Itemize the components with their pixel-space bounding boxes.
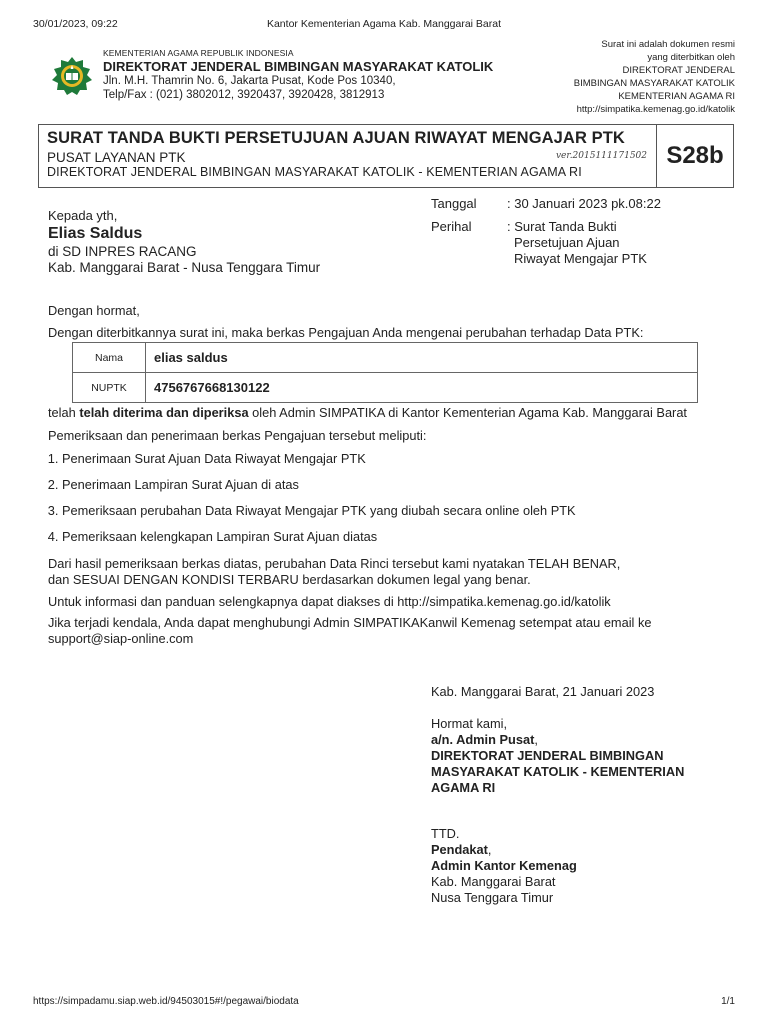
print-url: https://simpadamu.siap.web.id/94503015#!/pegawai/biodata	[33, 996, 299, 1007]
print-footer	[33, 996, 735, 1010]
ministry-name: KEMENTERIAN AGAMA REPUBLIK INDONESIA	[103, 48, 294, 58]
org-phone: Telp/Fax : (021) 3802012, 3920437, 3920428, 3812913	[103, 89, 385, 101]
list-item: 4. Pemeriksaan kelengkapan Lampiran Surat Ajuan diatas	[62, 529, 726, 545]
salutation: Dengan hormat,	[48, 303, 140, 318]
steps-list	[36, 451, 726, 555]
contact-email: support@siap-online.com	[48, 631, 194, 646]
result-line: dan SESUAI DENGAN KONDISI TERBARU berdasarkan dokumen legal yang benar.	[48, 572, 531, 587]
contact-paragraph	[48, 615, 738, 647]
signer-region: Kab. Manggarai Barat	[431, 874, 556, 889]
document-directorate: DIREKTORAT JENDERAL BIMBINGAN MASYARAKAT KATOLIK - KEMENTERIAN AGAMA RI	[47, 165, 582, 179]
print-title: Kantor Kementerian Agama Kab. Manggarai Barat	[266, 18, 502, 30]
directorate-line: MASYARAKAT KATOLIK - KEMENTERIAN	[431, 764, 685, 779]
received-suffix: oleh Admin SIMPATIKA di Kantor Kementerian Agama Kab. Manggarai Barat	[248, 405, 687, 420]
org-address: Jln. M.H. Thamrin No. 6, Jakarta Pusat, Kode Pos 10340,	[103, 75, 396, 87]
recipient-greeting: Kepada yth,	[48, 208, 118, 223]
date-value: : 30 Januari 2023 pk.08:22	[507, 196, 661, 211]
signature-block: Kab. Manggarai Barat, 21 Januari 2023 Hormat kami, a/n. Admin Pusat, DIREKTORAT JENDERAL BIMBINGAN MASYARAKAT KATOLIK - KEMENTERIAN AGAMA RI TTD. Pendakat, Admin Kantor Kemenag Kab. Manggarai Barat Nusa Tenggara Timur	[431, 684, 731, 906]
on-behalf: a/n. Admin Pusat	[431, 732, 535, 747]
contact-line: Jika terjadi kendala, Anda dapat menghubungi Admin SIMPATIKAKanwil Kemenag setempat atau email ke	[48, 615, 652, 630]
table-row	[73, 343, 698, 373]
official-document-note	[515, 38, 735, 116]
document-subtitle: PUSAT LAYANAN PTK	[47, 150, 186, 165]
letter-meta	[431, 196, 731, 274]
directorate-line: DIREKTORAT JENDERAL BIMBINGAN	[431, 748, 664, 763]
subject-value: Persetujuan Ajuan	[514, 235, 620, 250]
result-line: Dari hasil pemeriksaan berkas diatas, perubahan Data Rinci tersebut kami nyatakan TELAH BENAR,	[48, 556, 621, 571]
list-item: 3. Pemeriksaan perubahan Data Riwayat Mengajar PTK yang diubah secara online oleh PTK	[62, 503, 726, 519]
note-line: yang diterbitkan oleh	[647, 52, 735, 63]
received-bold: telah diterima dan diperiksa	[79, 405, 249, 420]
scope-intro: Pemeriksaan dan penerimaan berkas Pengajuan tersebut meliputi:	[48, 428, 427, 443]
print-datetime: 30/01/2023, 09:22	[33, 18, 118, 30]
received-statement	[48, 405, 738, 421]
recipient-region: Kab. Manggarai Barat - Nusa Tenggara Timur	[48, 260, 321, 275]
document-code: S28b	[656, 125, 733, 187]
document-title-box	[38, 124, 734, 188]
regards: Hormat kami,	[431, 716, 508, 731]
ptk-data-table	[72, 342, 698, 403]
date-label: Tanggal	[431, 196, 477, 211]
list-item: 1. Penerimaan Surat Ajuan Data Riwayat Mengajar PTK	[62, 451, 726, 467]
place-date: Kab. Manggarai Barat, 21 Januari 2023	[431, 684, 655, 699]
recipient-school: di SD INPRES RACANG	[48, 244, 197, 259]
recipient-block	[48, 208, 408, 276]
subject-value: : Surat Tanda Bukti	[507, 219, 617, 234]
signer-region: Nusa Tenggara Timur	[431, 890, 554, 905]
nuptk-value: 4756767668130122	[146, 373, 698, 403]
subject-value: Riwayat Mengajar PTK	[514, 251, 647, 266]
name-label: Nama	[73, 343, 146, 373]
document-version: ver.2015111171502	[555, 151, 647, 161]
result-paragraph	[48, 556, 738, 588]
signer-title: Admin Kantor Kemenag	[431, 858, 577, 873]
nuptk-label: NUPTK	[73, 373, 146, 403]
document-title: SURAT TANDA BUKTI PERSETUJUAN AJUAN RIWAYAT MENGAJAR PTK	[47, 129, 625, 147]
info-paragraph: Untuk informasi dan panduan selengkapnya dapat diakses di http://simpatika.kemenag.go.id/katolik	[48, 594, 611, 609]
subject-label: Perihal	[431, 219, 472, 234]
note-line: KEMENTERIAN AGAMA RI	[618, 91, 735, 102]
page-number: 1/1	[721, 996, 735, 1007]
received-prefix: telah	[48, 405, 80, 420]
kemenag-logo-icon	[50, 56, 94, 96]
department-name: DIREKTORAT JENDERAL BIMBINGAN MASYARAKAT KATOLIK	[103, 59, 494, 74]
table-row	[73, 373, 698, 403]
intro-paragraph: Dengan diterbitkannya surat ini, maka berkas Pengajuan Anda mengenai perubahan terhadap Data PTK:	[48, 325, 644, 340]
signer-role: Pendakat	[431, 842, 488, 857]
ttd-label: TTD.	[431, 826, 460, 841]
recipient-name: Elias Saldus	[48, 225, 143, 242]
directorate-line: AGAMA RI	[431, 780, 496, 795]
name-value: elias saldus	[146, 343, 698, 373]
note-line: BIMBINGAN MASYARAKAT KATOLIK	[573, 78, 735, 89]
organization-header	[103, 48, 513, 102]
note-url: http://simpatika.kemenag.go.id/katolik	[576, 104, 735, 115]
list-item: 2. Penerimaan Lampiran Surat Ajuan di atas	[62, 477, 726, 493]
note-line: DIREKTORAT JENDERAL	[622, 65, 735, 76]
note-line: Surat ini adalah dokumen resmi	[601, 39, 735, 50]
print-header	[33, 18, 735, 32]
